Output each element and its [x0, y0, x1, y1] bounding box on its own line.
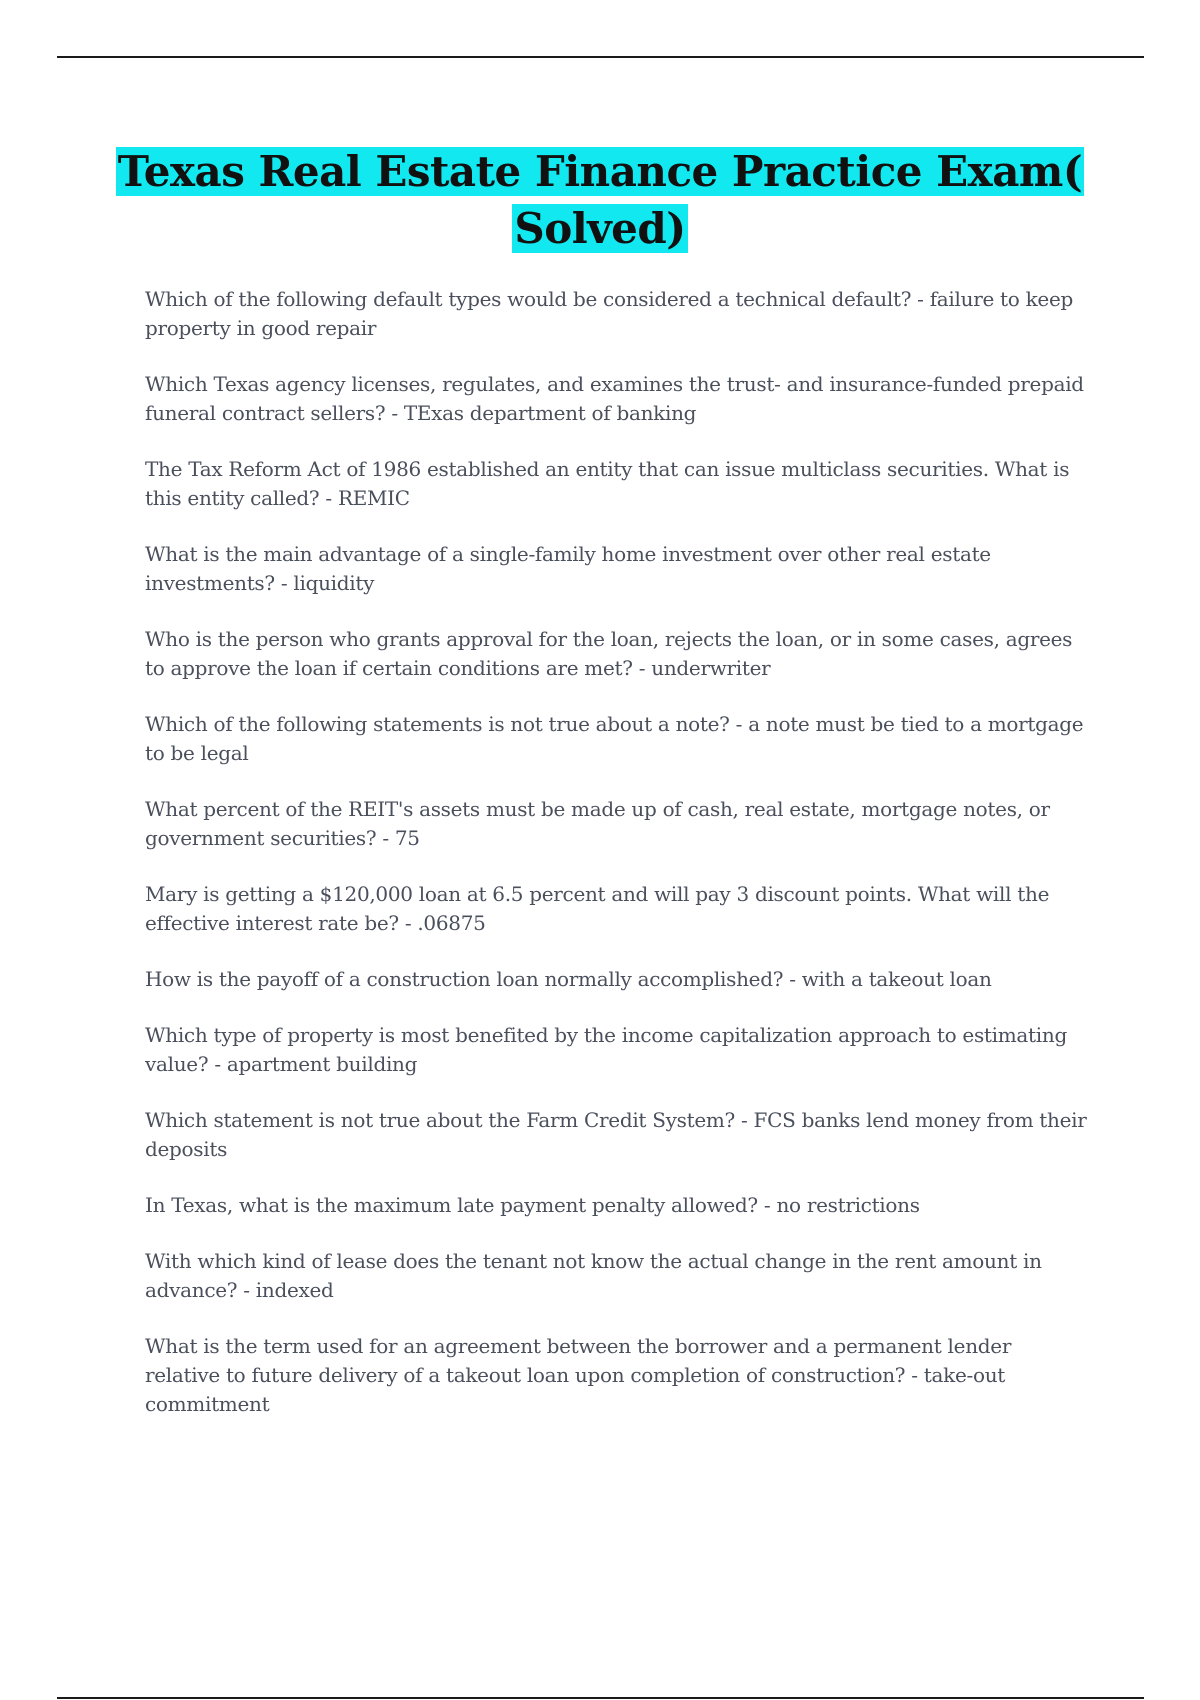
question-item	[145, 1191, 1090, 1220]
answer-separator: -	[376, 826, 395, 850]
question-text: Who is the person who grants approval for the loan, rejects the loan, or in some cases, agrees to approve the loan if certain conditions are met?	[145, 627, 1073, 680]
question-text: Which of the following statements is not true about a note?	[145, 712, 730, 736]
answer-text: with a takeout loan	[801, 967, 992, 991]
answer-text: REMIC	[337, 486, 410, 510]
question-text: What is the term used for an agreement between the borrower and a permanent lender relative to future delivery of a takeout loan upon completion of construction?	[145, 1334, 1012, 1387]
question-list	[145, 285, 1090, 1446]
question-text: Which of the following default types would be considered a technical default?	[145, 287, 912, 311]
question-text: With which kind of lease does the tenant not know the actual change in the rent amount in advance?	[145, 1249, 1042, 1302]
answer-separator: -	[905, 1363, 924, 1387]
question-item	[145, 795, 1090, 853]
answer-text: a note must be tied to a mortgage to be legal	[145, 712, 1084, 765]
answer-text: underwriter	[651, 656, 771, 680]
answer-text: 75	[394, 826, 420, 850]
top-rule	[57, 56, 1144, 58]
answer-text: liquidity	[293, 571, 375, 595]
question-item	[145, 285, 1090, 343]
answer-separator: -	[208, 1052, 227, 1076]
question-item	[145, 710, 1090, 768]
question-item	[145, 455, 1090, 513]
question-item	[145, 1106, 1090, 1164]
question-text: What is the main advantage of a single-family home investment over other real estate investments?	[145, 542, 991, 595]
question-item	[145, 1247, 1090, 1305]
question-item	[145, 540, 1090, 598]
question-text: Mary is getting a $120,000 loan at 6.5 percent and will pay 3 discount points. What will the effective interest rate be?	[145, 882, 1050, 935]
question-item	[145, 1021, 1090, 1079]
answer-text: indexed	[255, 1278, 334, 1302]
question-text: Which statement is not true about the Farm Credit System?	[145, 1108, 735, 1132]
answer-separator: -	[734, 1108, 754, 1132]
bottom-rule	[57, 1697, 1144, 1699]
question-item	[145, 625, 1090, 683]
answer-text: no restrictions	[776, 1193, 920, 1217]
question-text: How is the payoff of a construction loan normally accomplished?	[145, 967, 784, 991]
answer-text: TExas department of banking	[403, 401, 697, 425]
question-item	[145, 1332, 1090, 1419]
answer-separator: -	[385, 401, 404, 425]
question-item	[145, 880, 1090, 938]
question-text: In Texas, what is the maximum late payment penalty allowed?	[145, 1193, 758, 1217]
question-text: What percent of the REIT's assets must be made up of cash, real estate, mortgage notes, or government securities?	[145, 797, 1050, 850]
question-text: Which type of property is most benefited by the income capitalization approach to estimating value?	[145, 1023, 1067, 1076]
answer-separator: -	[632, 656, 652, 680]
title-block	[100, 143, 1100, 257]
answer-separator: -	[729, 712, 749, 736]
answer-text: failure to keep property in good repair	[145, 287, 1073, 340]
answer-separator: -	[911, 287, 930, 311]
answer-text: FCS banks lend money from their deposits	[145, 1108, 1087, 1161]
question-item	[145, 370, 1090, 428]
page-title	[100, 143, 1100, 257]
answer-text: take-out commitment	[145, 1363, 1006, 1416]
answer-separator: -	[757, 1193, 777, 1217]
question-item	[145, 965, 1090, 994]
answer-separator: -	[237, 1278, 256, 1302]
answer-separator: -	[783, 967, 802, 991]
page-title-text: Texas Real Estate Finance Practice Exam( Solved)	[117, 147, 1083, 253]
answer-text: apartment building	[226, 1052, 418, 1076]
question-text: The Tax Reform Act of 1986 established an entity that can issue multiclass securities. What is this entity called?	[145, 457, 1070, 510]
answer-separator: -	[319, 486, 338, 510]
answer-text: .06875	[417, 911, 486, 935]
answer-separator: -	[398, 911, 418, 935]
question-text: Which Texas agency licenses, regulates, and examines the trust- and insurance-funded prepaid funeral contract sellers?	[145, 372, 1084, 425]
answer-separator: -	[274, 571, 294, 595]
